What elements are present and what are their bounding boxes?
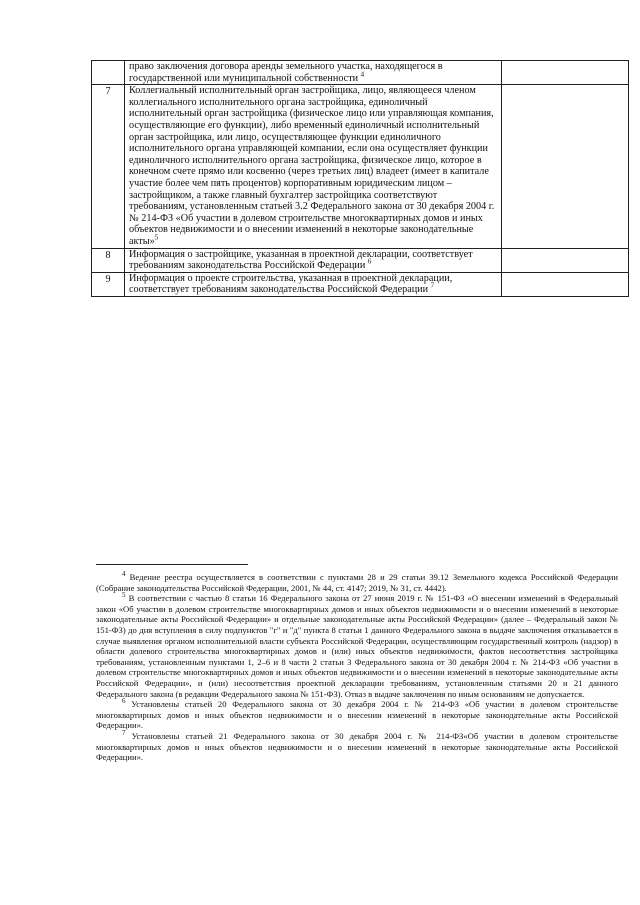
row-text — [125, 85, 502, 248]
row-result-cell — [502, 61, 629, 85]
row-number: 9 — [92, 272, 125, 296]
table-row — [92, 85, 629, 248]
footnote-mark: 4 — [122, 570, 126, 579]
footnote-6 — [96, 699, 618, 731]
footnote-ref: 5 — [154, 233, 159, 242]
row-number: 7 — [92, 85, 125, 248]
footnotes-section — [96, 572, 618, 763]
table-row — [92, 272, 629, 296]
table-row — [92, 248, 629, 272]
row-text-content: право заключения договора аренды земельного участка, находящегося в государственной или муниципальной собственности — [129, 61, 443, 84]
row-text-content: Информация о застройщике, указанная в проектной декларации, соответствует требованиям законодательства Российской Федерации — [129, 248, 473, 272]
row-text — [125, 248, 502, 272]
footnote-mark: 7 — [122, 729, 126, 738]
row-text-content: Информация о проекте строительства, указанная в проектной декларации, соответствует требованиям законодательства Российской Федерации — [129, 272, 453, 296]
row-number — [92, 61, 125, 85]
row-number: 8 — [92, 248, 125, 272]
row-text — [125, 272, 502, 296]
footnote-7 — [96, 731, 618, 763]
footnote-text: Установлены статьей 21 Федерального закона от 30 декабря 2004 г. № 214-ФЗ«Об участии в долевом строительстве многоквартирных домов и иных объектов недвижимости и о внесении изменений в некоторые законодательные акты Российской Федерации». — [96, 730, 618, 763]
row-result-cell — [502, 85, 629, 248]
footnote-text: В соответствии с частью 8 статьи 16 Федерального закона от 27 июня 2019 г. № 151-ФЗ «О внесении изменений в Федеральный закон «Об участии в долевом строительстве многоквартирных домов и иных объектов недвижимости и о внесении изменений в некоторые законодательные акты Российской Федерации» и отдельные законодательные акты Российской Федерации» (далее – Федеральный закон № 151-ФЗ) до дня вступления в силу подпунктов "г" и "д" пункта 8 статьи 1 данного Федерального закона в выдаче заключения отказывается в случае выявления органом исполнительной власти субъекта Российской Федерации, осуществляющим государственный контроль (надзор) в области долевого строительства многоквартирных домов и (или) иных объектов недвижимости, фактов несоответствия застройщика требованиям, установленным пунктами 1, 2–6 и 8 части 2 статьи 3 Федерального закона от 30 декабря 2004 г. № 214-ФЗ «Об участии в долевом строительстве многоквартирных домов и иных объектов недвижимости и о внесении изменений в некоторые законодательные акты Российской Федерации», и (или) несоответствия проектной декларации требованиям, установленным статьями 20 и 21 данного Федерального закона (в редакции Федерального закона № 151-ФЗ). Отказ в выдаче заключения по иным основаниям не допускается. — [96, 593, 618, 699]
footnote-5 — [96, 593, 618, 699]
row-result-cell — [502, 248, 629, 272]
row-text-content: Коллегиальный исполнительный орган застройщика, лицо, являющееся членом коллегиального исполнительного органа застройщика, единоличный исполнительный орган застройщика (физическое лицо или управляющая компания, осуществляющие его функции), либо временный единоличный исполнительный орган застройщика, или лицо, осуществляющее функции единоличного исполнительного органа управляющей компании, если она осуществляет функции единоличного исполнительного органа застройщика, физическое лицо, которое в конечном счете прямо или косвенно (через третьих лиц) владеет (имеет в капитале участие более чем пять процентов) корпоративным юридическим лицом – застройщиком, а также главный бухгалтер застройщика соответствуют требованиям, установленным статьей 3.2 Федерального закона от 30 декабря 2004 г. № 214-ФЗ «Об участии в долевом строительстве многоквартирных домов и иных объектов недвижимости и о внесении изменений в некоторые законодательные акты» — [129, 85, 495, 247]
table-row — [92, 61, 629, 85]
footnote-4 — [96, 572, 618, 593]
requirements-table — [91, 60, 629, 297]
row-result-cell — [502, 272, 629, 296]
footnote-mark: 6 — [122, 697, 126, 706]
footnote-text: Установлены статьей 20 Федерального закона от 30 декабря 2004 г. № 214-ФЗ «Об участии в долевом строительстве многоквартирных домов и иных объектов недвижимости и о внесении изменений в некоторые законодательные акты Российской Федерации». — [96, 699, 618, 731]
footnote-text: Ведение реестра осуществляется в соответствии с пунктами 28 и 29 статьи 39.12 Земельного кодекса Российской Федерации (Собрание законодательства Российской Федерации, 2001, № 44, ст. 4147; 2019, № 31, ст. 4442). — [96, 572, 619, 593]
row-text — [125, 61, 502, 85]
footnote-mark: 5 — [122, 591, 126, 600]
footnote-ref: 7 — [430, 281, 435, 290]
footnote-ref: 6 — [367, 257, 372, 266]
footnote-ref: 4 — [360, 70, 365, 79]
footnote-separator — [96, 564, 248, 565]
